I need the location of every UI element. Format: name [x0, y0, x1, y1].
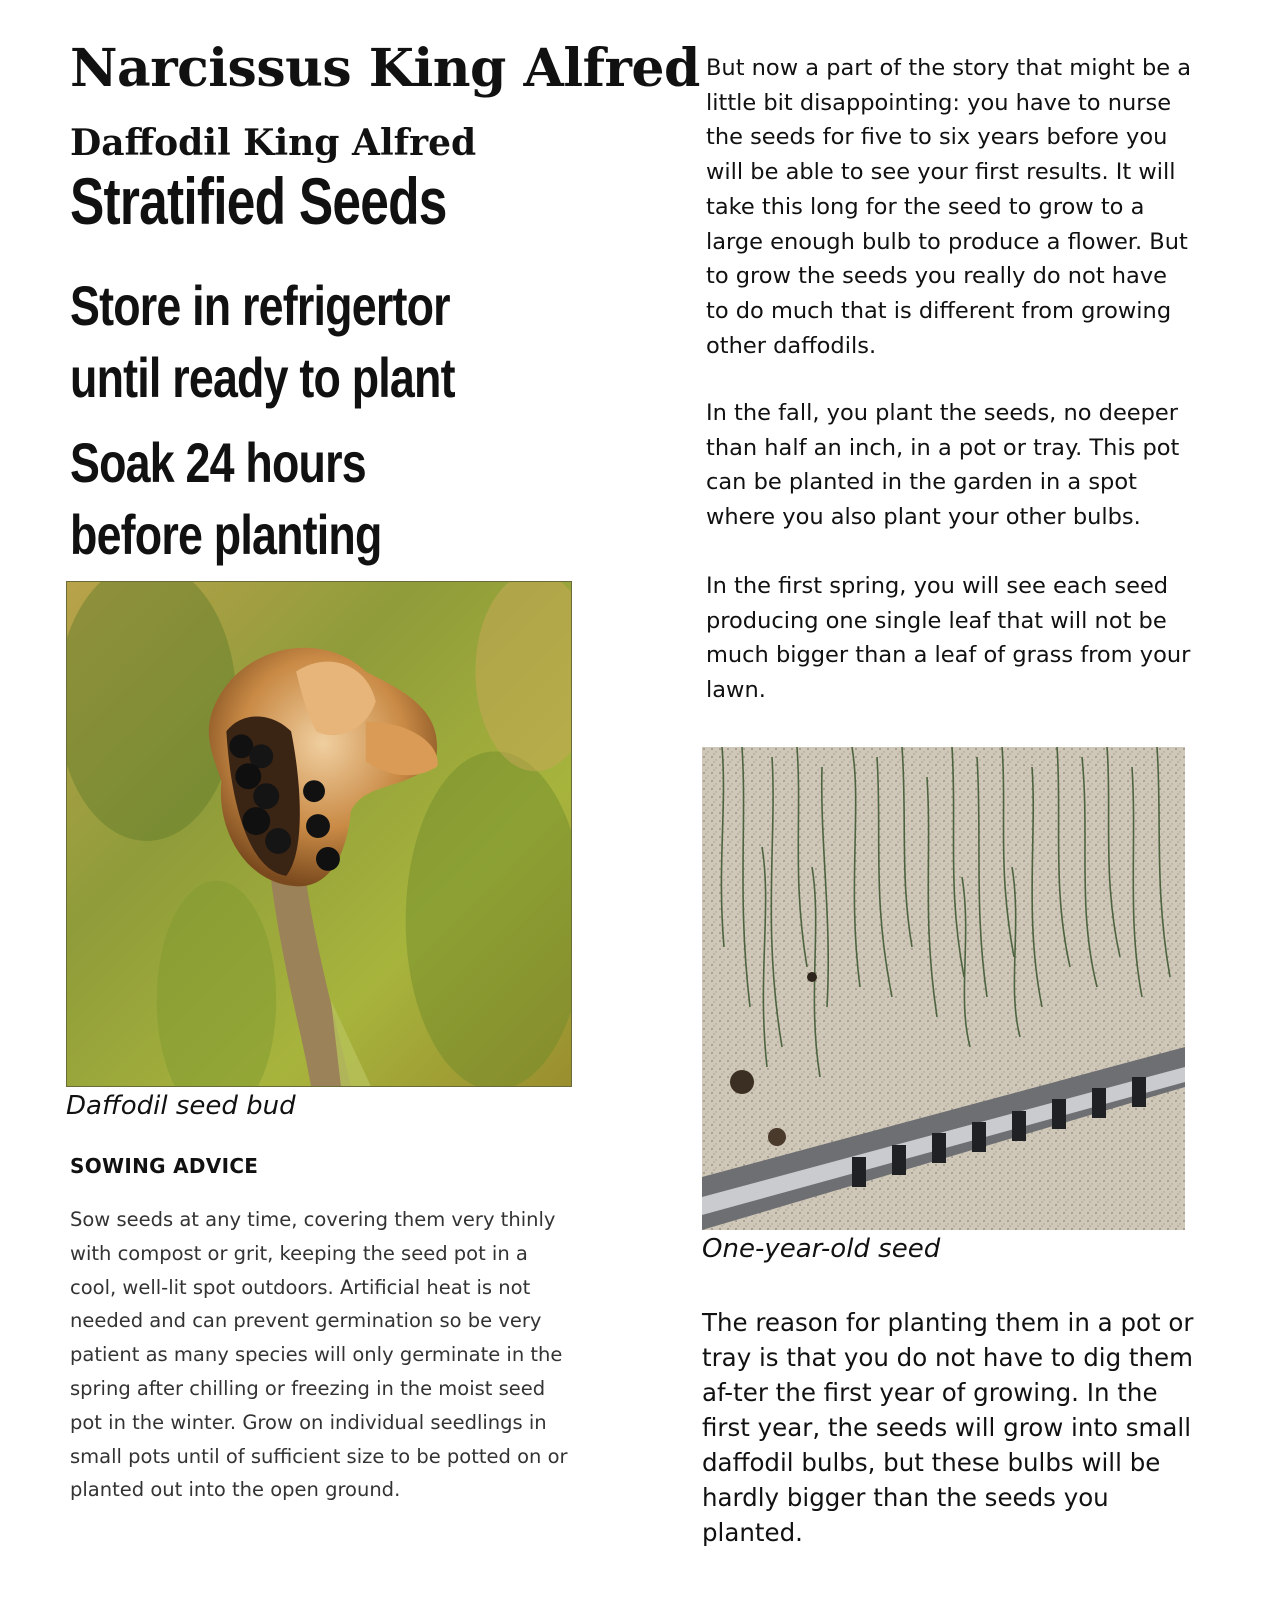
seedling-photo	[702, 747, 1185, 1230]
seedling-caption: One-year-old seed	[702, 1234, 941, 1264]
story-paragraph-4: The reason for planting them in a pot or tray is that you do not have to dig them af-ter the first year of growing. In the first year, the seeds will grow into small daffodil bulbs, but these bulbs will be hardly bigger than the seeds you planted.	[702, 1308, 1194, 1547]
common-name: Daffodil King Alfred	[70, 122, 477, 164]
sowing-advice-heading: SOWING ADVICE	[70, 1154, 259, 1178]
sowing-advice-body: Sow seeds at any time, covering them very thinly with compost or grit, keeping the seed pot in a cool, well-lit spot outdoors. Artificial heat is not needed and can prevent germination so be very patient as many species will only germinate in the spring after chilling or freezing in the moist seed pot in the winter. Grow on individual seedlings in small pots until of sufficient size to be potted on or planted out into the open ground.	[70, 1208, 568, 1502]
story-paragraph-3: In the first spring, you will see each seed producing one single leaf that will not be much bigger than a leaf of grass from your lawn.	[706, 573, 1191, 704]
storage-instruction: Store in refrigertor until ready to plant	[70, 274, 455, 409]
story-paragraph-2: In the fall, you plant the seeds, no deeper than half an inch, in a pot or tray. This pot can be planted in the garden in a spot where you also plant your other bulbs.	[706, 400, 1180, 531]
story-paragraph-1: But now a part of the story that might be a little bit disappointing: you have to nurse the seeds for five to six years before you will be able to see your first results. It will take this long for the seed to grow to a large enough bulb to produce a flower. But to grow the seeds you really do not have to do much that is different from growing other daffodils.	[706, 55, 1192, 359]
soak-instruction: Soak 24 hours before planting	[70, 431, 382, 566]
product-type: Stratified Seeds	[70, 164, 447, 238]
seed-bud-photo	[66, 581, 572, 1087]
seed-bud-caption: Daffodil seed bud	[66, 1091, 296, 1121]
page-title: Narcissus King Alfred	[70, 38, 700, 99]
